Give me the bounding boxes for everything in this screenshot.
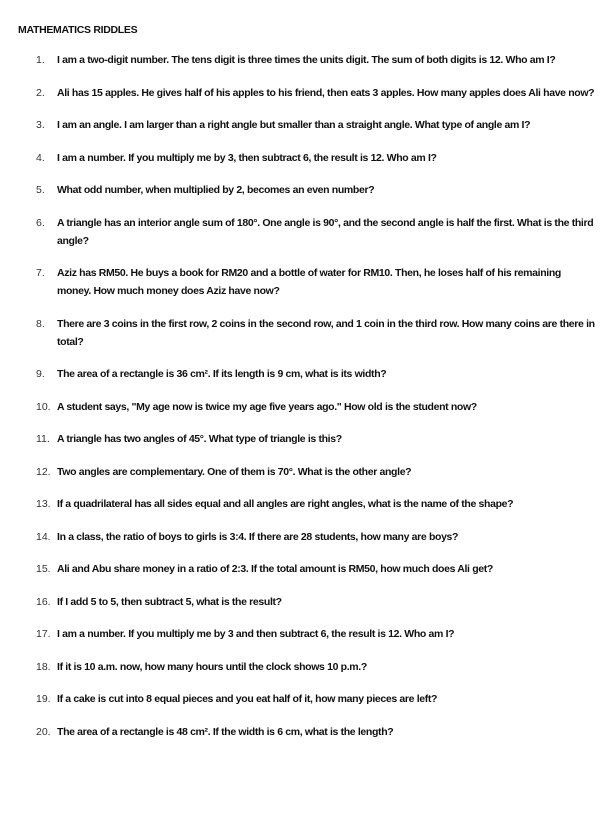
- riddle-number: 4.: [36, 151, 45, 164]
- riddle-item: [0, 315, 597, 351]
- riddle-number: 13.: [36, 498, 51, 510]
- riddle-number: 5.: [36, 184, 45, 196]
- riddle-text: If it is 10 a.m. now, how many hours until the clock shows 10 p.m.?: [57, 660, 367, 673]
- riddle-item: [0, 658, 597, 676]
- riddle-item: [0, 365, 597, 383]
- riddle-item: [0, 528, 597, 546]
- riddle-item: [0, 690, 597, 708]
- riddle-item: [0, 398, 597, 416]
- riddle-item: [0, 264, 597, 300]
- riddle-number: 7.: [36, 267, 45, 279]
- riddle-text: If a cake is cut into 8 equal pieces and you eat half of it, how many pieces are left?: [57, 693, 438, 705]
- riddle-item: [0, 593, 597, 611]
- riddle-item: [0, 625, 597, 643]
- riddle-number: 19.: [36, 693, 51, 705]
- riddle-number: 10.: [36, 400, 51, 413]
- riddle-item: [0, 723, 597, 741]
- riddle-item: [0, 149, 597, 167]
- riddle-text: There are 3 coins in the first row, 2 coins in the second row, and 1 coin in the third row. How many coins are there in total?: [57, 317, 595, 348]
- riddle-text: I am an angle. I am larger than a right angle but smaller than a straight angle. What type of angle am I?: [57, 119, 531, 131]
- riddle-item: [0, 84, 597, 102]
- riddle-text: The area of a rectangle is 36 cm². If its length is 9 cm, what is its width?: [57, 368, 387, 380]
- riddle-item: [0, 116, 597, 134]
- riddle-item: [0, 463, 597, 481]
- riddle-text: Aziz has RM50. He buys a book for RM20 and a bottle of water for RM10. Then, he loses half of his remaining money. How much money does Aziz have now?: [57, 267, 561, 297]
- riddle-list: [0, 51, 608, 755]
- riddle-text: What odd number, when multiplied by 2, becomes an even number?: [57, 184, 375, 196]
- riddle-item: [0, 51, 597, 69]
- riddle-text: The area of a rectangle is 48 cm². If the width is 6 cm, what is the length?: [57, 725, 394, 738]
- riddle-text: A student says, "My age now is twice my age five years ago." How old is the student now?: [57, 400, 477, 413]
- riddle-text: Ali and Abu share money in a ratio of 2:3. If the total amount is RM50, how much does Ali get?: [57, 563, 493, 575]
- riddle-number: 14.: [36, 530, 51, 543]
- riddle-text: A triangle has two angles of 45°. What type of triangle is this?: [57, 433, 342, 445]
- riddle-item: [0, 181, 597, 199]
- riddle-item: [0, 214, 597, 250]
- riddle-number: 8.: [36, 317, 45, 330]
- riddle-text: I am a number. If you multiply me by 3 and then subtract 6, the result is 12. Who am I?: [57, 628, 455, 640]
- riddle-text: Two angles are complementary. One of them is 70°. What is the other angle?: [57, 465, 412, 478]
- riddle-number: 9.: [36, 368, 45, 380]
- riddle-item: [0, 560, 597, 578]
- riddle-number: 15.: [36, 563, 51, 575]
- riddle-item: [0, 495, 597, 513]
- riddle-number: 6.: [36, 216, 45, 229]
- riddle-number: 1.: [36, 54, 45, 66]
- riddle-number: 12.: [36, 465, 51, 478]
- riddle-number: 2.: [36, 86, 45, 99]
- riddle-number: 3.: [36, 119, 45, 131]
- document-title: MATHEMATICS RIDDLES: [18, 24, 138, 36]
- riddle-text: I am a two-digit number. The tens digit is three times the units digit. The sum of both digits is 12. Who am I?: [57, 54, 556, 66]
- riddle-text: A triangle has an interior angle sum of 180°. One angle is 90°, and the second angle is half the first. What is the third angle?: [57, 216, 594, 247]
- riddle-number: 18.: [36, 660, 51, 673]
- riddle-text: If a quadrilateral has all sides equal and all angles are right angles, what is the name of the shape?: [57, 498, 514, 510]
- riddle-text: I am a number. If you multiply me by 3, then subtract 6, the result is 12. Who am I?: [57, 151, 437, 164]
- riddle-item: [0, 430, 597, 448]
- riddle-number: 20.: [36, 725, 51, 738]
- riddle-text: If I add 5 to 5, then subtract 5, what is the result?: [57, 595, 282, 608]
- riddle-text: In a class, the ratio of boys to girls is 3:4. If there are 28 students, how many are boys?: [57, 530, 459, 543]
- riddle-number: 16.: [36, 595, 51, 608]
- riddle-number: 17.: [36, 628, 51, 640]
- riddle-number: 11.: [36, 433, 50, 445]
- riddle-text: Ali has 15 apples. He gives half of his apples to his friend, then eats 3 apples. How many apples does Ali have now?: [57, 86, 595, 99]
